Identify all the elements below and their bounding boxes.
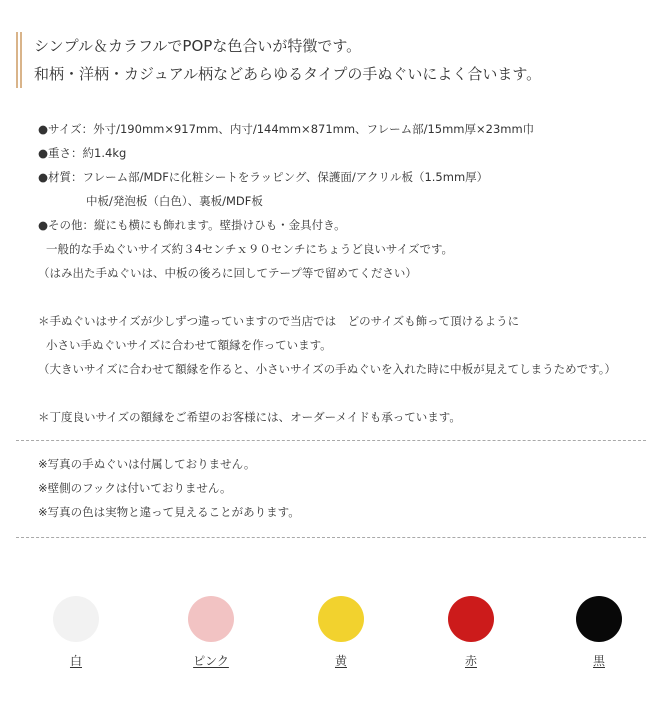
size-note-1: ＊手ぬぐいはサイズが少しずつ違っていますので当店では どのサイズも飾って頂けるように [38,314,520,328]
spec-list [38,117,653,429]
spec-other-note: （はみ出た手ぬぐいは、中板の後ろに回してテープ等で留めてください） [38,266,417,280]
divider-top [16,440,646,441]
spec-material-cont: 中板/発泡板（白色）、裏板/MDF板 [86,194,263,208]
spec-other-size: 一般的な手ぬぐいサイズ約３4センチｘ９０センチにちょうど良いサイズです。 [46,242,454,256]
color-swatch-white[interactable] [53,596,99,642]
spec-material: ●材質：フレーム部/MDFに化粧シートをラッピング、保護面/アクリル板（1.5mm厚） [38,170,489,184]
spec-weight: ●重さ：約1.4kg [38,146,127,160]
size-note-3: （大きいサイズに合わせて額縁を作ると、小さいサイズの手ぬぐいを入れた時に中板が見えてしまうためです。） [38,362,616,376]
color-label-yellow[interactable]: 黄 [334,654,347,668]
intro-line-1: シンプル＆カラフルでPOPな色合いが特徴です。 [34,37,362,55]
color-swatch-black[interactable] [576,596,622,642]
intro-line-2: 和柄・洋柄・カジュアル柄などあらゆるタイプの手ぬぐいによく合います。 [34,65,542,83]
color-label-black[interactable]: 黒 [592,654,605,668]
color-label-white[interactable]: 白 [69,654,82,668]
disclaimer-item: ※壁側のフックは付いておりません。 [38,481,232,495]
color-label-pink[interactable]: ピンク [193,654,229,668]
intro-heading [16,32,616,88]
divider-bottom [16,537,646,538]
spec-other: ●その他：縦にも横にも飾れます。壁掛けひも・金具付き。 [38,218,346,232]
disclaimer-list [38,452,300,524]
disclaimer-item: ※写真の色は実物と違って見えることがあります。 [38,505,300,519]
disclaimer-item: ※写真の手ぬぐいは付属しておりません。 [38,457,256,471]
color-label-red[interactable]: 赤 [464,654,477,668]
spec-size: ●サイズ：外寸/190mm×917mm、内寸/144mm×871mm、フレーム部/15mm厚×23mm巾 [38,122,535,136]
color-swatch-pink[interactable] [188,596,234,642]
custom-order-note: ＊丁度良いサイズの額縁をご希望のお客様には、オーダーメイドも承っています。 [38,410,461,424]
size-note-2: 小さい手ぬぐいサイズに合わせて額縁を作っています。 [46,338,332,352]
color-swatch-yellow[interactable] [318,596,364,642]
color-swatch-red[interactable] [448,596,494,642]
